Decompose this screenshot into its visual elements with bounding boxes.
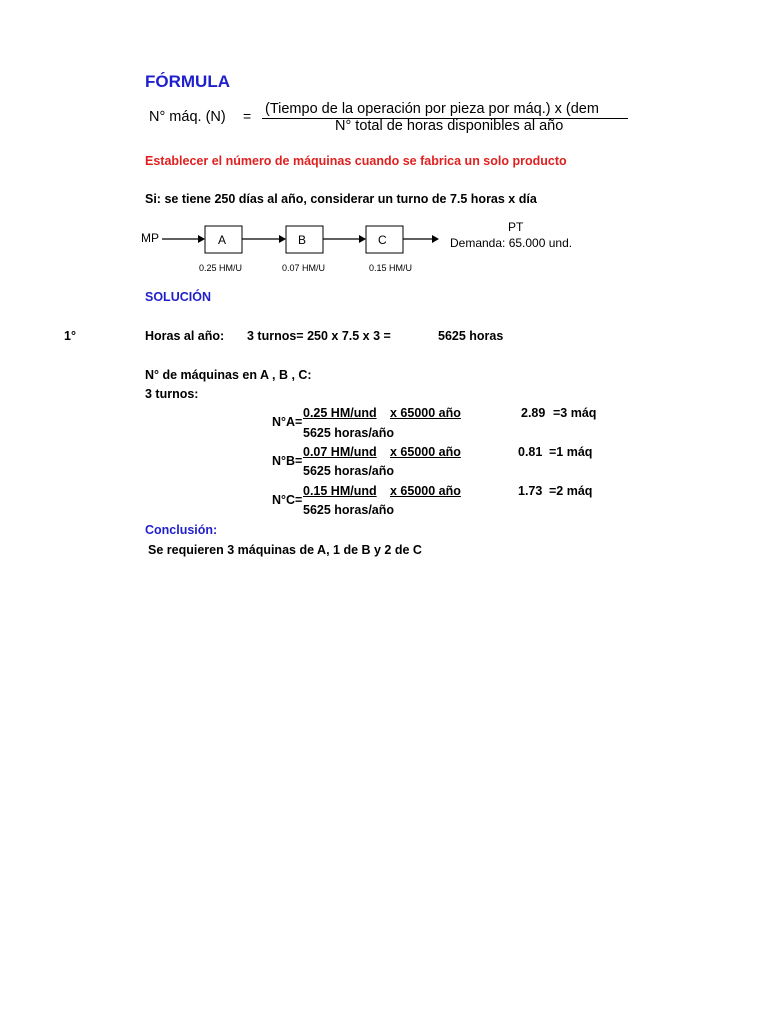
arrowhead-b-c <box>359 235 366 243</box>
diagram-demand: Demanda: 65.000 und. <box>450 236 573 250</box>
step-number: 1° <box>64 329 76 343</box>
station-b-label: B <box>298 233 307 247</box>
row-b-result: =1 máq <box>549 445 593 459</box>
row-a-numerator: 0.25 HM/und <box>303 406 377 420</box>
row-c-lhs: N°C= <box>272 493 303 507</box>
formula-denominator: N° total de horas disponibles al año <box>335 118 564 134</box>
page-title: FÓRMULA <box>145 72 230 91</box>
diagram-output-label: PT <box>508 220 524 234</box>
given-statement: Si: se tiene 250 días al año, considerar un turno de 7.5 horas x día <box>145 192 537 206</box>
row-a-value: 2.89 <box>521 406 546 420</box>
row-b-lhs: N°B= <box>272 454 303 468</box>
formula-numerator: (Tiempo de la operación por pieza por máq.) x (dem <box>265 101 599 117</box>
arrowhead-mp-a <box>198 235 205 243</box>
row-c-denominator: 5625 horas/año <box>303 503 395 517</box>
conclusion-text: Se requieren 3 máquinas de A, 1 de B y 2 de C <box>148 543 422 557</box>
row-a-lhs: N°A= <box>272 415 303 429</box>
formula-equals: = <box>243 108 252 124</box>
station-a-time: 0.25 HM/U <box>199 263 243 273</box>
step-result: 5625 horas <box>438 329 504 343</box>
formula-lhs: N° máq. (N) <box>149 109 226 125</box>
diagram-input-label: MP <box>141 231 159 245</box>
shifts-label: 3 turnos: <box>145 387 199 401</box>
arrowhead-c-pt <box>432 235 439 243</box>
step-calc: 3 turnos= 250 x 7.5 x 3 = <box>247 329 391 343</box>
row-a-result: =3 máq <box>553 406 597 420</box>
row-c-numerator: 0.15 HM/und <box>303 484 377 498</box>
conclusion-label: Conclusión: <box>145 523 218 537</box>
machines-header: N° de máquinas en A , B , C: <box>145 368 312 382</box>
station-c-time: 0.15 HM/U <box>369 263 413 273</box>
row-a-denominator: 5625 horas/año <box>303 426 395 440</box>
row-c-result: =2 máq <box>549 484 593 498</box>
station-a-label: A <box>218 233 227 247</box>
solution-label: SOLUCIÓN <box>145 290 211 304</box>
step-label: Horas al año: <box>145 329 225 343</box>
station-c-label: C <box>378 233 387 247</box>
station-b-time: 0.07 HM/U <box>282 263 326 273</box>
row-b-multiplier: x 65000 año <box>390 445 461 459</box>
task-statement: Establecer el número de máquinas cuando se fabrica un solo producto <box>145 154 567 168</box>
row-b-value: 0.81 <box>518 445 543 459</box>
arrowhead-a-b <box>279 235 286 243</box>
row-c-multiplier: x 65000 año <box>390 484 461 498</box>
row-c-value: 1.73 <box>518 484 543 498</box>
row-b-numerator: 0.07 HM/und <box>303 445 377 459</box>
row-b-denominator: 5625 horas/año <box>303 464 395 478</box>
row-a-multiplier: x 65000 año <box>390 406 461 420</box>
